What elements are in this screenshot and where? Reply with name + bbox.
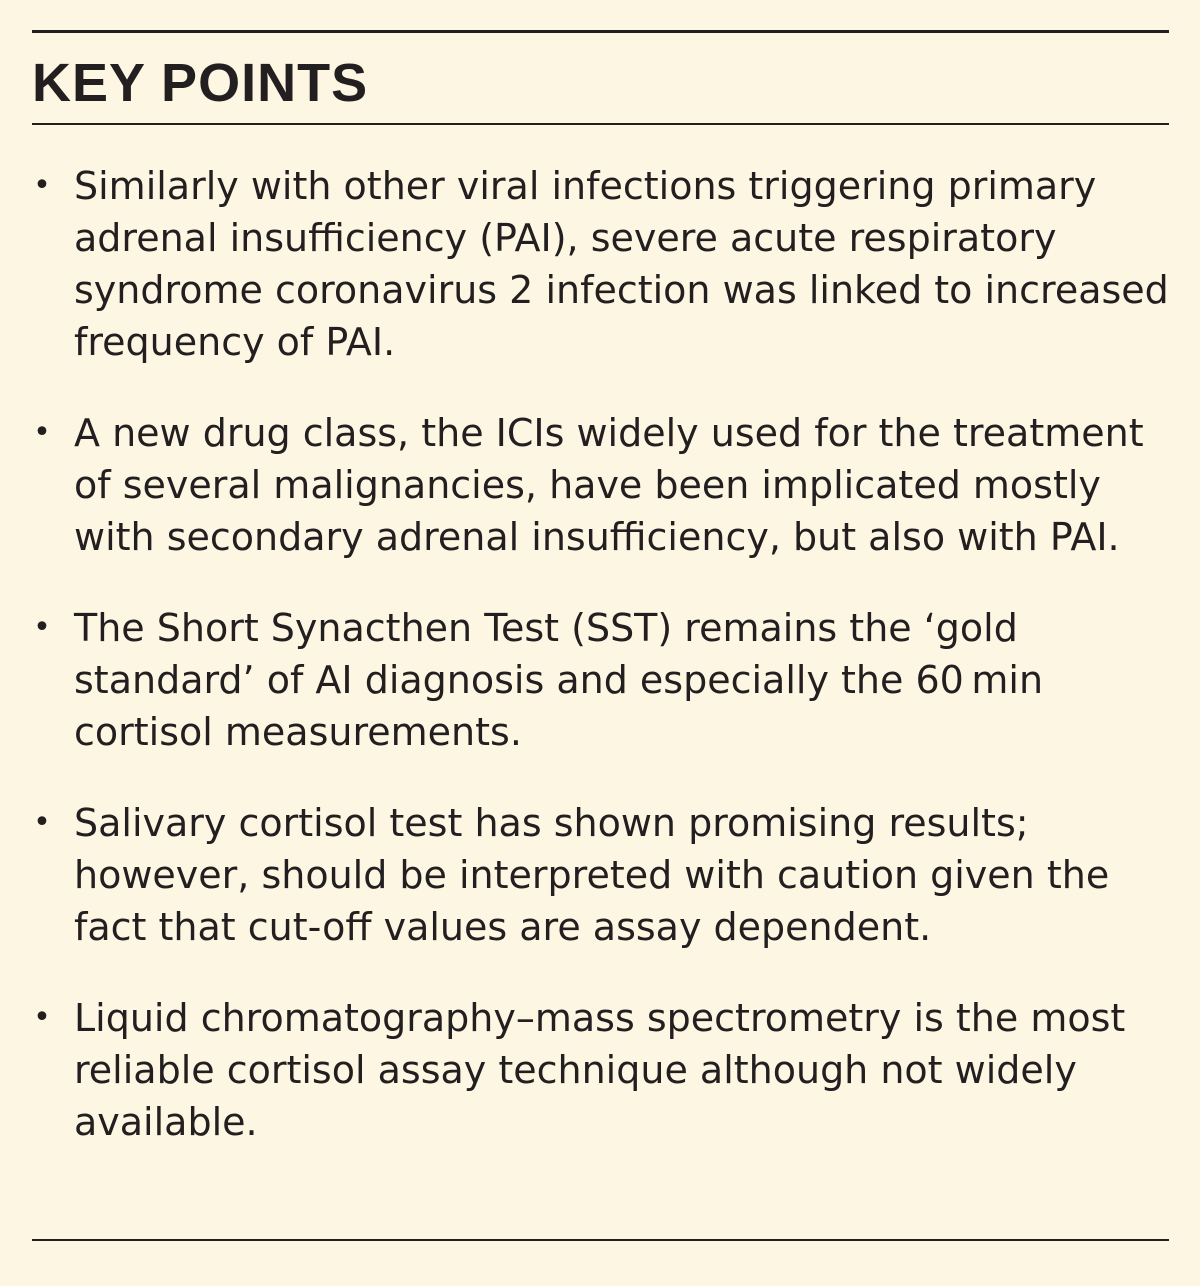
bullet-icon: • (33, 168, 51, 203)
key-point-text: The Short Synacthen Test (SST) remains the ‘gold standard’ of AI diagnosis and especially the 60 min cortisol measurements. (74, 606, 1044, 754)
key-points-box (32, 30, 1169, 1241)
key-point-item (32, 602, 1169, 758)
box-title: KEY POINTS (32, 53, 369, 113)
key-point-item (32, 407, 1169, 563)
top-rule (32, 30, 1169, 33)
bullet-icon: • (33, 415, 51, 450)
key-point-text: Similarly with other viral infections triggering primary adrenal insufficiency (PAI), severe acute respiratory syndrome coronavirus 2 infection was linked to increased frequency of PAI. (74, 164, 1169, 364)
key-point-item (32, 992, 1169, 1148)
bullet-icon: • (33, 805, 51, 840)
key-point-item (32, 797, 1169, 953)
key-point-text: Liquid chromatography–mass spectrometry is the most reliable cortisol assay technique although not widely available. (74, 996, 1126, 1144)
key-point-item (32, 160, 1169, 368)
key-points-list (32, 160, 1169, 1187)
bottom-rule (32, 1239, 1169, 1241)
title-rule (32, 123, 1169, 125)
key-point-text: Salivary cortisol test has shown promising results; however, should be interpreted with caution given the fact that cut-off values are assay dependent. (74, 801, 1110, 949)
key-point-text: A new drug class, the ICIs widely used for the treatment of several malignancies, have been implicated mostly with secondary adrenal insufficiency, but also with PAI. (74, 411, 1144, 559)
bullet-icon: • (33, 610, 51, 645)
bullet-icon: • (33, 1000, 51, 1035)
